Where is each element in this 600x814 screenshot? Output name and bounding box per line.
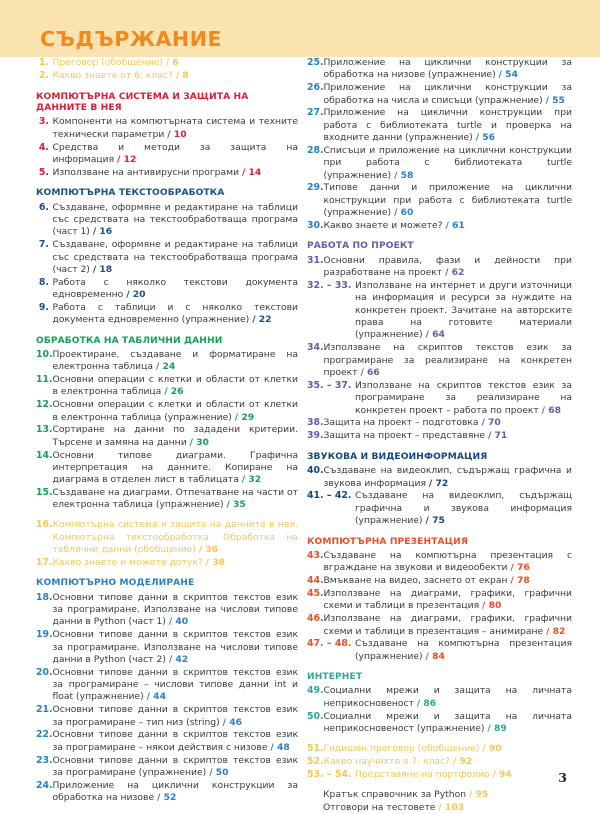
toc-entry-body — [53, 667, 299, 704]
toc-entry-number: 41. – 42. — [307, 490, 352, 502]
toc-entry-title: Създаване на диаграми. Отпечатване на части от електронна таблица (упражнение) — [52, 487, 298, 511]
toc-entry-body — [53, 167, 299, 179]
toc-entry-title: Какво знаете от 6. клас? — [52, 70, 173, 82]
toc-entry-page: / 95 — [468, 788, 489, 800]
toc-entry-title: Използване на диаграми, графики, графични схеми и таблици в презентация — [323, 588, 572, 612]
toc-entry-body — [324, 182, 573, 219]
toc-entry-number: 5. — [38, 166, 49, 178]
toc-entry-title: Социални мрежи и защита на личната неприкосновеност — [323, 685, 572, 709]
toc-entry-page: / 29 — [234, 411, 255, 423]
section-heading-компютърна-текстообработка: КОМПЮТЪРНА ТЕКСТООБРАБОТКА — [36, 188, 225, 199]
toc-entry-number: 30. — [307, 219, 324, 231]
toc-entry-body — [53, 450, 299, 487]
toc-entry[interactable] — [36, 57, 298, 70]
toc-entry-body — [324, 575, 573, 587]
toc-entry-title: Основни типове данни в скриптов текстов език за програмиране (упражнение) — [52, 754, 298, 778]
toc-entry[interactable] — [307, 638, 572, 663]
toc-entry-page: / 80 — [482, 600, 502, 612]
toc-entry[interactable] — [36, 277, 298, 302]
toc-entry-body — [53, 629, 299, 666]
toc-entry-body — [324, 756, 573, 768]
page-banner — [0, 0, 600, 57]
toc-entry-body — [324, 550, 573, 575]
toc-entry[interactable] — [36, 70, 298, 83]
toc-entry-number: 16. — [36, 519, 53, 531]
section-heading-звукова-и-видеоинформация: ЗВУКОВА И ВИДЕОИНФОРМАЦИЯ — [307, 451, 488, 462]
toc-entry-title: Какво научихте в 7. клас? — [323, 755, 450, 767]
toc-entry-title: Създаване, оформяне и редактиране на таблици със средствата на текстообработваща програма (част 1) — [52, 201, 298, 238]
toc-entry-body — [53, 399, 299, 424]
toc-entry-page: / 14 — [241, 166, 262, 178]
toc-entry-page: / 12 — [117, 153, 137, 165]
toc-entry-page: / 40 — [168, 616, 189, 628]
toc-entry-title: Приложение на циклични конструкции за обработка на низове (упражнение) — [323, 57, 572, 81]
toc-entry[interactable] — [307, 588, 572, 613]
section-heading-интернет: ИНТЕРНЕТ — [307, 672, 363, 683]
toc-entry-title: Използване на интернет и други източници на информация и ресурси за нуждите на конкретен проект. Зачитане на авторските права на готовите материали (упражнение) — [354, 279, 572, 341]
toc-entry[interactable] — [307, 255, 572, 280]
toc-entry-number: 22. — [36, 729, 53, 741]
toc-entry-number: 24. — [36, 779, 53, 791]
toc-entry-number: 11. — [36, 374, 53, 386]
toc-entry-body — [355, 769, 572, 781]
toc-entry-number: 46. — [307, 613, 324, 625]
toc-entry-body — [53, 592, 299, 629]
toc-entry-page: / 86 — [416, 697, 437, 709]
toc-entry-page: / 62 — [445, 267, 465, 279]
toc-entry-page: / 35 — [226, 499, 246, 511]
toc-entry-number: 3. — [38, 116, 49, 128]
toc-entry[interactable] — [307, 685, 572, 710]
toc-entry-page: / 48 — [270, 741, 290, 753]
toc-entry-number: 19. — [36, 629, 53, 641]
toc-entry-page: / 68 — [541, 404, 562, 416]
toc-entry-title: Използване на скриптов текстов език за програмиране за реализиране на конкретен проект – работа по проект — [354, 379, 572, 416]
toc-entry-page: / 56 — [475, 132, 496, 144]
toc-entry-title: Компоненти на компютърната система и техните технически параметри — [52, 116, 298, 140]
page-title: СЪДЪРЖАНИЕ — [40, 27, 223, 51]
toc-entry[interactable] — [36, 424, 298, 449]
toc-entry-number: 14. — [36, 449, 53, 461]
toc-entry-page: / 44 — [146, 691, 166, 703]
toc-entry-body — [53, 374, 299, 399]
toc-entry-number: 45. — [307, 588, 324, 600]
toc-entry-title: Типове данни и приложение на циклични конструкции при работа с библиотеката turtle (упражнение) — [323, 182, 572, 219]
toc-entry-number: 28. — [307, 144, 324, 156]
toc-entry-number: 6. — [38, 201, 49, 213]
toc-entry-page: / 8 — [175, 70, 189, 82]
toc-entry[interactable] — [307, 465, 572, 490]
toc-entry-body — [53, 302, 299, 327]
toc-entry-title: Създаване на компютърна презентация с вграждане на звукови и видеообекти — [323, 549, 572, 574]
toc-entry-title: Използване на антивирусни програми — [52, 166, 240, 178]
toc-entry-number: 40. — [307, 465, 324, 477]
toc-entry-number: 35. – 37. — [307, 379, 352, 391]
toc-entry[interactable] — [307, 711, 572, 736]
toc-entry-body — [53, 424, 299, 449]
toc-entry[interactable] — [307, 380, 572, 417]
toc-entry-number: 7. — [38, 239, 49, 251]
toc-entry[interactable] — [36, 202, 298, 239]
toc-entry-number: 15. — [36, 487, 53, 499]
toc-entry-number: 17. — [36, 556, 53, 568]
toc-entry[interactable] — [307, 182, 572, 219]
toc-entry-page: / 76 — [510, 562, 530, 574]
toc-entry-title: Основни типове данни в скриптов текстов език за програмиране. Използване на числови типове данни в Python (част 2) — [52, 629, 298, 665]
toc-entry-title: Проектиране, създаване и форматиране на електронна таблица — [52, 348, 298, 373]
toc-entry[interactable] — [307, 613, 572, 638]
toc-entry-page: / 75 — [425, 515, 445, 527]
toc-entry-number: 49. — [307, 685, 324, 697]
toc-appendix-entry[interactable] — [323, 789, 572, 802]
toc-entry-page: / 22 — [252, 314, 272, 326]
toc-entry-body — [324, 465, 573, 490]
toc-entry-title: Защита на проект – подготовка — [323, 417, 479, 429]
toc-entry-title: Средства и методи за защита на информация — [52, 141, 298, 165]
toc-entry-title: Какво знаете и можете? — [323, 219, 443, 231]
toc-entry-body — [53, 349, 299, 374]
toc-entry[interactable] — [307, 57, 572, 82]
toc-entry-page: / 54 — [498, 69, 518, 81]
toc-entry[interactable] — [36, 592, 298, 629]
toc-entry-title: Преговор (обобщение) — [52, 57, 163, 68]
toc-entry-page: / 94 — [492, 768, 512, 780]
toc-entry-number: 9. — [38, 301, 49, 313]
toc-entry-title: Създаване на компютърна презентация (упражнение) — [354, 638, 572, 662]
toc-entry-title: Компютърна система и защита на данните в нея. Компютърна текстообработка. Обработка на таблични данни (обобщение) — [52, 519, 298, 555]
section-heading-компютърно-моделиране: КОМПЮТЪРНО МОДЕЛИРАНЕ — [36, 578, 195, 589]
toc-entry-body — [53, 780, 299, 805]
toc-entry-page: / 52 — [157, 792, 177, 804]
toc-entry-number: 23. — [36, 754, 53, 766]
toc-entry-page: / 60 — [394, 207, 414, 219]
toc-entry[interactable] — [36, 729, 298, 754]
toc-entry-title: Основни правила, фази и дейности при разработване на проект — [323, 254, 572, 279]
toc-entry-number: 1. — [38, 57, 49, 68]
toc-entry-page: / 66 — [360, 366, 380, 378]
section-spacer — [36, 512, 298, 519]
toc-entry-title: Приложение на циклични конструкции за обработка на числа и списъци (упражнение) — [323, 82, 572, 106]
toc-entry-number: 31. — [307, 254, 324, 266]
toc-entry-page: / 55 — [545, 94, 565, 106]
toc-entry-number: 26. — [307, 82, 324, 94]
toc-entry[interactable] — [36, 239, 298, 276]
toc-entry-title: Защита на проект – представяне — [323, 430, 486, 442]
toc-entry-body — [53, 557, 299, 569]
toc-entry-title: Създаване, оформяне и редактиране на таблици със средствата на текстообработваща програма (част 2) — [52, 239, 298, 275]
toc-entry[interactable] — [36, 629, 298, 666]
toc-entry[interactable] — [36, 116, 298, 141]
toc-entry[interactable] — [36, 349, 298, 374]
toc-entry-page: / 71 — [487, 430, 508, 442]
toc-entry-title: Създаване на видеоклип, съдържащ графична и звукова информация — [323, 465, 572, 489]
toc-entry[interactable] — [307, 756, 572, 769]
toc-entry-number: 2. — [38, 70, 49, 82]
toc-entry-title: Основни типове данни в скриптов текстов език за програмиране. Използване на числови типове данни в Python (част 1) — [52, 591, 298, 628]
toc-entry[interactable] — [36, 374, 298, 399]
toc-entry-body — [53, 487, 299, 512]
toc-entry[interactable] — [36, 557, 298, 570]
toc-entry-title: Вмъкване на видео, заснето от екран — [323, 575, 508, 587]
toc-entry-page: / 10 — [167, 128, 187, 140]
toc-entry-body — [355, 490, 572, 527]
toc-entry[interactable] — [307, 430, 572, 443]
toc-entry-body — [324, 743, 573, 755]
toc-entry[interactable] — [36, 142, 298, 167]
toc-entry-title: Приложение на циклични конструкции при работа с библиотеката turtle и проверка на входните данни (упражнение) — [323, 107, 572, 144]
toc-entry-page: / 46 — [222, 716, 242, 728]
toc-entry-body — [324, 82, 573, 107]
toc-entry-title: Кратък справочник за Python — [323, 788, 467, 800]
toc-entry[interactable] — [36, 450, 298, 487]
toc-entry-page: / 78 — [510, 575, 530, 587]
toc-entry[interactable] — [307, 220, 572, 233]
toc-entry-body — [53, 704, 299, 729]
toc-entry-title: Годишен преговор (обобщение) — [323, 742, 480, 754]
toc-entry-body — [324, 613, 573, 638]
toc-entry-page: / 26 — [164, 386, 184, 398]
toc-entry-body — [324, 685, 573, 710]
toc-entry[interactable] — [36, 780, 298, 805]
toc-entry-number: 29. — [307, 182, 324, 194]
toc-entry-title: Използване на диаграми, графики, графични схеми и таблици в презентация – анимиране — [323, 613, 572, 637]
toc-entry-page: / 72 — [428, 477, 449, 489]
toc-entry-page: / 6 — [165, 57, 179, 68]
toc-entry-body — [53, 70, 299, 82]
toc-entry-body — [53, 57, 299, 69]
toc-entry-body — [324, 107, 573, 144]
toc-entry[interactable] — [307, 145, 572, 182]
toc-entry-title: Сортиране на данни по зададени критерии. Търсене и замяна на данни — [52, 424, 298, 448]
toc-entry-body — [355, 380, 572, 417]
section-spacer — [307, 736, 572, 743]
toc-entry[interactable] — [307, 342, 572, 379]
toc-entry[interactable] — [307, 550, 572, 575]
toc-entry[interactable] — [36, 399, 298, 424]
toc-appendix-entry[interactable] — [323, 802, 572, 814]
toc-entry[interactable] — [307, 107, 572, 144]
toc-entry-body — [324, 430, 573, 442]
toc-column-right — [298, 57, 572, 814]
toc-entry-title: Списъци и приложение на циклични конструкции при работа с библиотеката turtle (упражнение) — [323, 144, 572, 181]
toc-entry-title: Отговори на тестовете — [323, 801, 436, 813]
toc-entry-number: 51. — [307, 742, 324, 754]
toc-entry-body — [53, 202, 299, 239]
section-heading-компютърна-презентация: КОМПЮТЪРНА ПРЕЗЕНТАЦИЯ — [307, 536, 468, 547]
toc-entry[interactable] — [307, 82, 572, 107]
toc-entry[interactable] — [307, 490, 572, 527]
toc-entry-title: Работа с таблици и с няколко текстови документа едновременно (упражнение) — [52, 301, 298, 326]
toc-entry[interactable] — [307, 743, 572, 756]
toc-entry-number: 47. – 48. — [307, 638, 352, 650]
toc-entry-page: / 92 — [452, 755, 473, 767]
toc-entry-body — [355, 638, 572, 663]
section-heading-работа-по-проект: РАБОТА ПО ПРОЕКТ — [307, 241, 414, 252]
toc-entry-body — [324, 588, 573, 613]
toc-entry-page: / 30 — [189, 436, 209, 448]
toc-entry-page: / 36 — [198, 543, 219, 555]
toc-entry[interactable] — [36, 487, 298, 512]
toc-entry-page: / 50 — [209, 766, 229, 778]
toc-entry-title: Създаване на видеоклип, съдържащ графична и звукова информация (упражнение) — [354, 490, 572, 527]
toc-entry-number: 32. – 33. — [307, 279, 352, 291]
toc-entry-title: Представяне на портфолио — [354, 768, 490, 780]
toc-entry[interactable] — [36, 167, 298, 180]
section-heading-компютърна-система-и-защита-на-данните-в: КОМПЮТЪРНА СИСТЕМА И ЗАЩИТА НА ДАННИТЕ В НЕЯ — [36, 91, 249, 114]
toc-entry[interactable] — [36, 667, 298, 704]
toc-entry-title: Основни типове данни в скриптов текстов език за програмиране – числови типове данни int и float (упражнение) — [52, 666, 298, 703]
section-heading-обработка-на-таблични-данни: ОБРАБОТКА НА ТАБЛИЧНИ ДАННИ — [36, 335, 223, 346]
toc-entry[interactable] — [307, 417, 572, 430]
toc-entry-page: / 20 — [126, 289, 146, 301]
toc-entry-number: 39. — [307, 430, 324, 442]
toc-entry-page: / 38 — [205, 556, 226, 568]
toc-entry-body — [53, 519, 299, 556]
toc-entry-title: Основни операции с клетки и области от клетки в електронна таблица — [52, 374, 298, 398]
toc-entry-body — [324, 417, 573, 429]
toc-entry-title: Основни типове данни в скриптов текстов език за програмиране – тип низ (string) — [52, 704, 298, 728]
toc-entry-body — [324, 342, 573, 379]
toc-entry-number: 50. — [307, 710, 324, 722]
toc-entry-body — [53, 277, 299, 302]
toc-entry-page: / 58 — [394, 169, 414, 181]
toc-entry-number: 18. — [36, 591, 53, 603]
toc-entry-title: Основни типове диаграми. Графична интерпретация на данните. Копиране на диаграма в отделен лист в таблицата — [52, 449, 298, 486]
toc-entry-page: / 70 — [481, 417, 501, 429]
toc-entry-body — [324, 145, 573, 182]
toc-entry-page: / 82 — [546, 625, 566, 637]
toc-entry-number: 21. — [36, 704, 53, 716]
toc-entry-page: / 89 — [487, 723, 507, 734]
section-spacer — [307, 782, 572, 789]
toc-entry-number: 53. – 54. — [307, 768, 352, 780]
toc-entry-number: 12. — [36, 399, 53, 411]
toc-entry-title: Приложение на циклични конструкции за обработка на низове — [52, 779, 298, 804]
toc-entry-page: / 84 — [425, 650, 445, 662]
toc-entry-title: Работа с няколко текстови документа едновременно — [52, 276, 298, 301]
toc-entry-page: / 18 — [92, 263, 113, 275]
toc-entry-page: / 64 — [425, 329, 445, 341]
toc-entry-body — [324, 255, 573, 280]
toc-entry-number: 10. — [36, 348, 53, 360]
toc-entry[interactable] — [36, 704, 298, 729]
toc-entry-body — [53, 755, 299, 780]
toc-entry-number: 43. — [307, 549, 324, 561]
toc-entry-title: Какво знаете и можете дотук? — [52, 556, 203, 568]
page-number: 3 — [558, 770, 567, 785]
toc-entry-page: / 103 — [438, 801, 465, 813]
toc-entry-page: / 61 — [445, 219, 465, 231]
toc-entry-title: Основни операции с клетки и области от клетки в електронна таблица (упражнение) — [52, 399, 298, 423]
toc-entry-page: / 90 — [482, 742, 502, 754]
toc-entry[interactable] — [36, 302, 298, 327]
toc-entry-title: Основни типове данни в скриптов текстов език за програмиране – някои действия с низове — [52, 729, 298, 753]
toc-entry-page: / 16 — [92, 226, 113, 238]
toc-entry-number: 44. — [307, 575, 324, 587]
toc-entry-number: 38. — [307, 417, 324, 429]
toc-entry[interactable] — [307, 769, 572, 782]
toc-entry-body — [53, 142, 299, 167]
toc-entry-body — [324, 57, 573, 82]
toc-entry-page: / 42 — [168, 653, 189, 665]
toc-entry-body — [324, 711, 573, 736]
toc-entry-number: 25. — [307, 57, 324, 68]
toc-entry-title: Социални мрежи и защита на личната неприкосновеност (упражнение) — [323, 710, 572, 734]
toc-entry-number: 20. — [36, 666, 53, 678]
toc-entry-page: / 32 — [241, 474, 262, 486]
toc-entry-number: 34. — [307, 342, 324, 354]
toc-entry[interactable] — [307, 575, 572, 588]
toc-entry-number: 27. — [307, 107, 324, 119]
toc-column-left — [0, 57, 298, 814]
toc-entry-number: 13. — [36, 424, 53, 436]
toc-entry-number: 4. — [38, 141, 49, 153]
toc-columns — [0, 57, 600, 814]
toc-entry-body — [53, 729, 299, 754]
toc-entry[interactable] — [307, 280, 572, 342]
toc-entry-number: 8. — [38, 276, 49, 288]
toc-entry-body — [53, 239, 299, 276]
toc-entry-body — [53, 116, 299, 141]
toc-entry-page: / 24 — [155, 361, 176, 373]
toc-entry-body — [324, 220, 573, 232]
toc-entry[interactable] — [36, 755, 298, 780]
toc-entry-body — [355, 280, 572, 342]
toc-entry-title: Използване на скриптов текстов език за програмиране за реализиране на конкретен проект — [323, 342, 572, 378]
toc-entry-number: 52. — [307, 755, 324, 767]
toc-entry[interactable] — [36, 519, 298, 556]
